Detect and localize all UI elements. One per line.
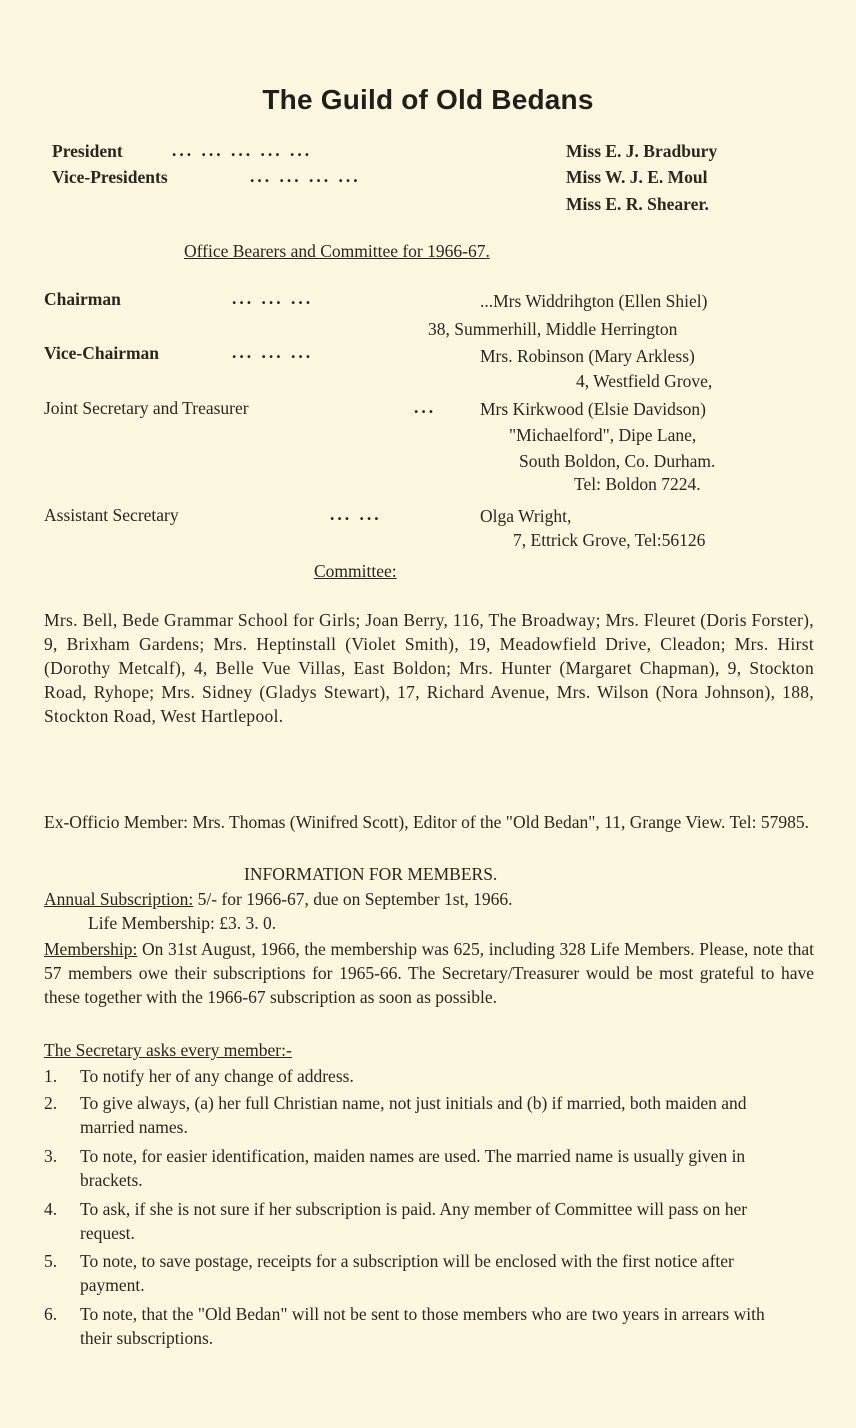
membership-paragraph bbox=[44, 937, 814, 1009]
assistant-secretary-dots: ... ... bbox=[330, 504, 382, 524]
officer-name-president: Miss E. J. Bradbury bbox=[566, 141, 718, 161]
annual-subscription-line bbox=[44, 888, 513, 910]
officer-role-president: President bbox=[52, 141, 123, 161]
request-text: To note, to save postage, receipts for a subscription will be enclosed with the first notice after payment. bbox=[80, 1251, 734, 1295]
request-item-6 bbox=[44, 1302, 804, 1350]
page-title: The Guild of Old Bedans bbox=[262, 84, 594, 115]
chairman-role: Chairman bbox=[44, 289, 121, 309]
officer-role-vice-presidents: Vice-Presidents bbox=[52, 167, 168, 187]
joint-secretary-address-2: South Boldon, Co. Durham. bbox=[519, 451, 716, 471]
vice-chairman-address: 4, Westfield Grove, bbox=[576, 371, 713, 391]
assistant-secretary-address: 7, Ettrick Grove, Tel:56126 bbox=[513, 530, 706, 550]
officer-name-vice-president-2: Miss E. R. Shearer. bbox=[566, 194, 709, 214]
request-number: 4. bbox=[44, 1199, 58, 1219]
request-item-4 bbox=[44, 1197, 804, 1245]
life-membership-line: Life Membership: £3. 3. 0. bbox=[88, 913, 277, 933]
officer-dots-president: ... ... ... ... ... bbox=[172, 140, 313, 160]
request-text: To ask, if she is not sure if her subscription is paid. Any member of Committee will pass on her request. bbox=[80, 1199, 748, 1243]
joint-secretary-address-1: "Michaelford", Dipe Lane, bbox=[509, 425, 697, 445]
annual-subscription-label: Annual Subscription: bbox=[44, 889, 194, 909]
officer-dots-vice-presidents: ... ... ... ... bbox=[250, 166, 361, 186]
request-number: 3. bbox=[44, 1146, 58, 1166]
request-item-2 bbox=[44, 1091, 804, 1139]
vice-chairman-name: Mrs. Robinson (Mary Arkless) bbox=[480, 346, 695, 366]
joint-secretary-name: Mrs Kirkwood (Elsie Davidson) bbox=[480, 399, 707, 419]
joint-secretary-role: Joint Secretary and Treasurer bbox=[44, 398, 249, 418]
committee-label: Committee: bbox=[314, 561, 397, 581]
request-item-1 bbox=[44, 1064, 804, 1088]
joint-secretary-dots: ... bbox=[414, 397, 437, 417]
request-text: To give always, (a) her full Christian name, not just initials and (b) if married, both maiden and married names. bbox=[80, 1093, 747, 1137]
request-text: To notify her of any change of address. bbox=[80, 1066, 354, 1086]
assistant-secretary-role: Assistant Secretary bbox=[44, 505, 179, 525]
vice-chairman-role: Vice-Chairman bbox=[44, 343, 160, 363]
membership-label: Membership: bbox=[44, 939, 138, 959]
chairman-dots: ... ... ... bbox=[232, 288, 314, 308]
annual-subscription-text: 5/- for 1966-67, due on September 1st, 1966. bbox=[193, 889, 513, 909]
chairman-address: 38, Summerhill, Middle Herrington bbox=[428, 319, 678, 339]
secretary-asks-heading: The Secretary asks every member:- bbox=[44, 1040, 292, 1060]
committee-heading: Office Bearers and Committee for 1966-67. bbox=[184, 241, 490, 261]
information-heading: INFORMATION FOR MEMBERS. bbox=[244, 864, 498, 884]
chairman-name: ...Mrs Widdrihgton (Ellen Shiel) bbox=[480, 291, 708, 311]
request-text: To note, that the "Old Bedan" will not be sent to those members who are two years in arrears with their subscriptions. bbox=[80, 1304, 765, 1348]
officer-name-vice-president-1: Miss W. J. E. Moul bbox=[566, 167, 708, 187]
request-item-5 bbox=[44, 1249, 804, 1297]
request-number: 1. bbox=[44, 1066, 58, 1086]
request-item-3 bbox=[44, 1144, 804, 1192]
joint-secretary-telephone: Tel: Boldon 7224. bbox=[574, 474, 701, 494]
request-text: To note, for easier identification, maiden names are used. The married name is usually given in brackets. bbox=[80, 1146, 746, 1190]
ex-officio-paragraph: Ex-Officio Member: Mrs. Thomas (Winifred Scott), Editor of the "Old Bedan", 11, Grange View. Tel: 57985. bbox=[44, 812, 809, 832]
request-number: 5. bbox=[44, 1251, 58, 1271]
assistant-secretary-name: Olga Wright, bbox=[480, 506, 572, 526]
request-number: 2. bbox=[44, 1093, 58, 1113]
vice-chairman-dots: ... ... ... bbox=[232, 342, 314, 362]
membership-text: On 31st August, 1966, the membership was 625, including 328 Life Members. Please, note that 57 members owe their subscriptions for 1965-66. The Secretary/Treasurer would be most grateful to have these together with the 1966-67 subscription as soon as possible. bbox=[44, 939, 814, 1007]
committee-members-paragraph: Mrs. Bell, Bede Grammar School for Girls; Joan Berry, 116, The Broadway; Mrs. Fleuret (Doris Forster), 9, Brixham Gardens; Mrs. Heptinstall (Violet Smith), 19, Meadowfield Drive, Cleadon; Mrs. Hirst (Dorothy Metcalf), 4, Belle Vue Villas, East Boldon; Mrs. Hunter (Margaret Chapman), 9, Stockton Road, Ryhope; Mrs. Sidney (Gladys Stewart), 17, Richard Avenue, Mrs. Wilson (Nora Johnson), 188, Stockton Road, West Hartlepool. bbox=[44, 610, 814, 726]
request-number: 6. bbox=[44, 1304, 58, 1324]
